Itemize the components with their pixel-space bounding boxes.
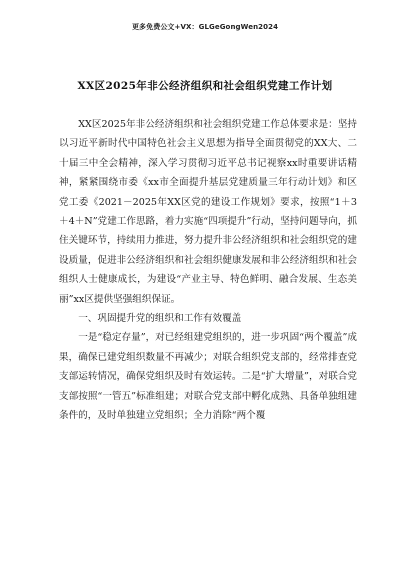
document-title: XX区2025年非公经济组织和社会组织党建工作计划 [77,80,333,92]
paragraph-section-1: 一是“稳定存量”，对已经组建党组织的，进一步巩固“两个覆盖”成果，确保已建党组织数量不再减少；对联合组织党支部的，经常排查党支部运转情况，确保党组织及时有效运转。二是“扩大增量”，对联合党支部按照“一管五”标准组建；对联合党支部中孵化成熟、具备单独组建条件的，及时单独建立党组织；全力消除“两个覆 [59,332,357,422]
header-note: 更多免费公文+VX：GLGeGongWen2024 [131,23,279,31]
section-heading-1: 一、巩固提升党的组织和工作有效覆盖 [78,313,242,325]
paragraph-intro: XX区2025年非公经济组织和社会组织党建工作总体要求是：坚持以习近平新时代中国特色社会主义思想为指导全面贯彻党的XX大、二十届三中全会精神，深入学习贯彻习近平总书记视察xx时重要讲话精神，紧紧围绕市委《xx市全面提升基层党建质量三年行动计划》和区党工委《2021－2025年XX区党的建设工作规划》要求，按照“1＋3＋4＋N”党建工作思路，着力实施“四项提升”行动，坚持问题导向，抓住关键环节，持续用力推进，努力提升非公经济组织和社会组织党的建设质量，促进非公经济组织和社会组织健康发展和非公经济组织和社会组织人士健康成长，为建设“产业主导、特色鲜明、融合发展、生态美丽”xx区提供坚强组织保证。 [59,119,357,305]
document-body [59,115,357,426]
